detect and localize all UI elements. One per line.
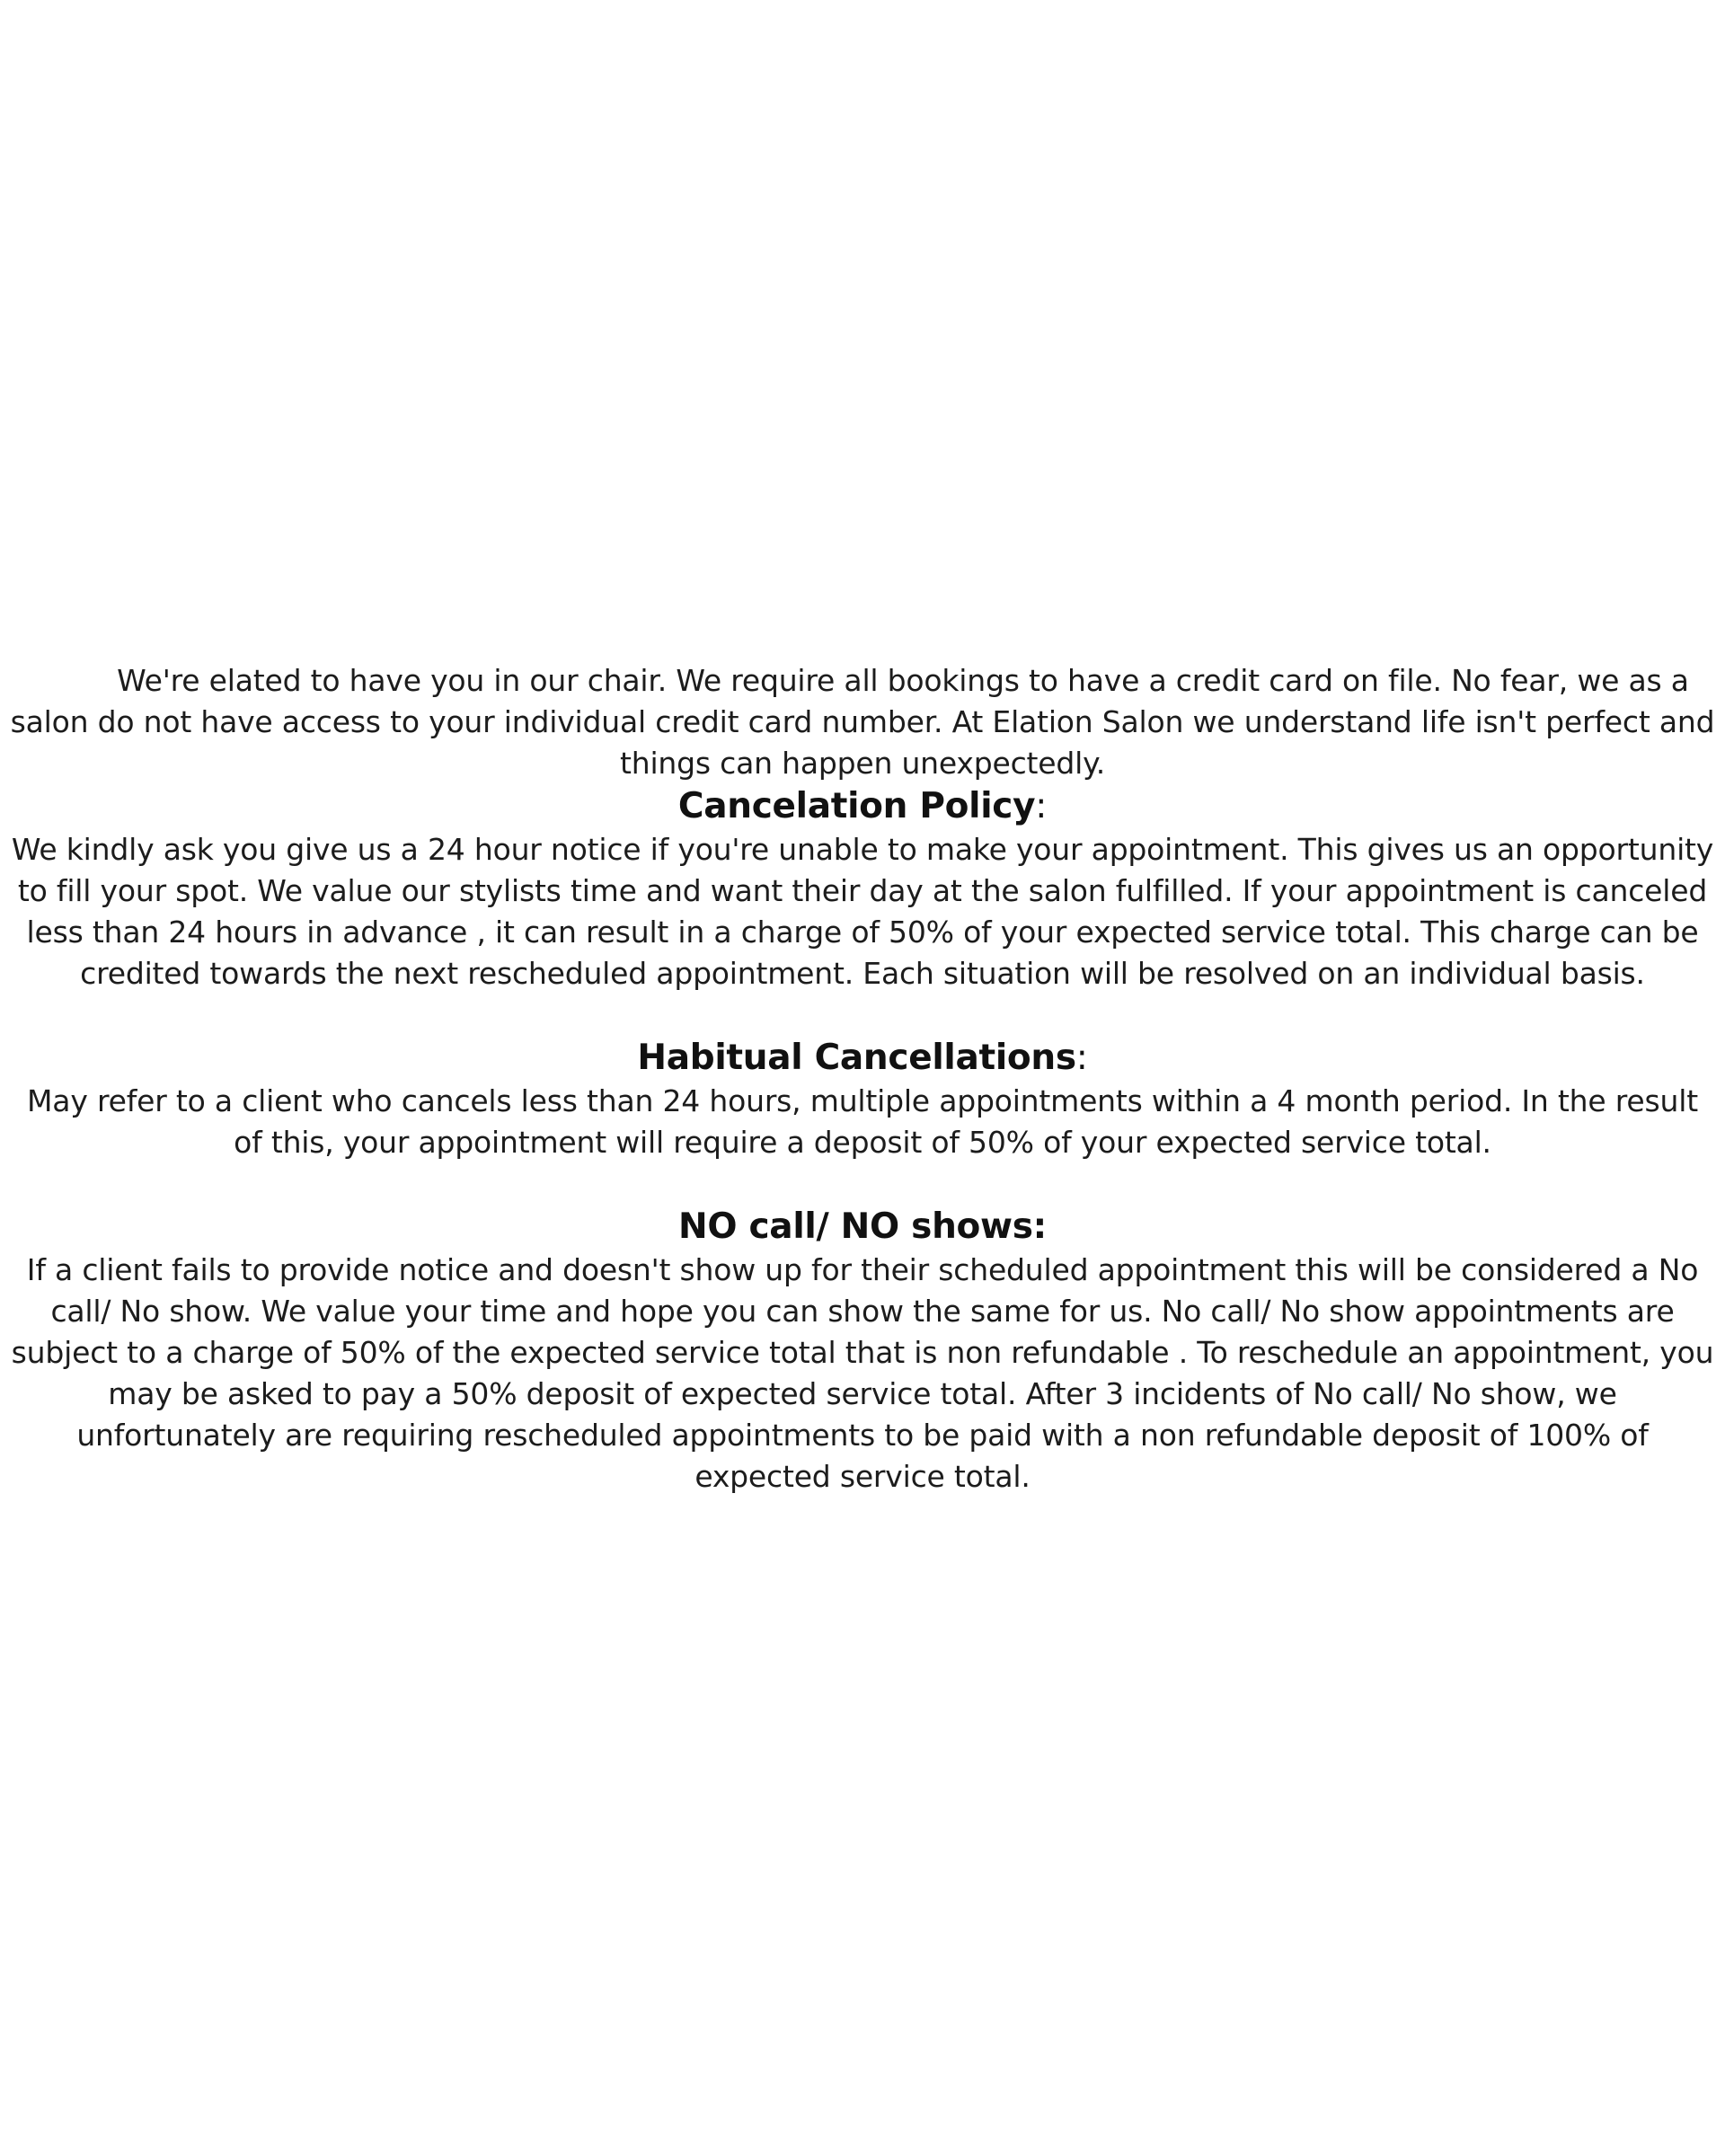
habitual-cancellations-heading [0,1036,1725,1081]
no-call-no-show-heading: NO call/ NO shows: [678,1206,1047,1247]
no-call-no-show-body: If a client fails to provide notice and doesn't show up for their scheduled appointment this will be considered a No call/ No show. We value your time and hope you can show the same for us. No call/ No show appointments are subject to a charge of 50% of the expected service total that is non refundable . To reschedule an appointment, you may be asked to pay a 50% deposit of expected service total. After 3 incidents of No call/ No show, we unfortunately are requiring rescheduled appointments to be paid with a non refundable deposit of 100% of expected service total. [11,1252,1714,1494]
section-spacer [0,994,1725,1036]
habitual-heading-colon: : [1075,1038,1088,1078]
cancelation-policy-heading [0,784,1725,829]
habitual-heading-text: Habitual Cancellations [637,1038,1076,1078]
section-spacer [0,1163,1725,1205]
policy-document [0,660,1725,1498]
cancelation-heading-colon: : [1035,786,1048,826]
intro-text: We're elated to have you in our chair. We require all bookings to have a credit card on file. No fear, we as a salon do not have access to your individual credit card number. At Elation Salon we understand life isn't perfect and things can happen unexpectedly. [10,663,1715,781]
habitual-cancellations-body: May refer to a client who cancels less than 24 hours, multiple appointments within a 4 month period. In the result of this, your appointment will require a deposit of 50% of your expected service total. [27,1083,1698,1160]
cancelation-policy-body: We kindly ask you give us a 24 hour notice if you're unable to make your appointment. This gives us an opportunity to fill your spot. We value our stylists time and want their day at the salon fulfilled. If your appointment is canceled less than 24 hours in advance , it can result in a charge of 50% of your expected service total. This charge can be credited towards the next rescheduled appointment. Each situation will be resolved on an individual basis. [11,832,1714,991]
cancelation-heading-text: Cancelation Policy [677,786,1036,826]
intro-paragraph [9,660,1716,784]
